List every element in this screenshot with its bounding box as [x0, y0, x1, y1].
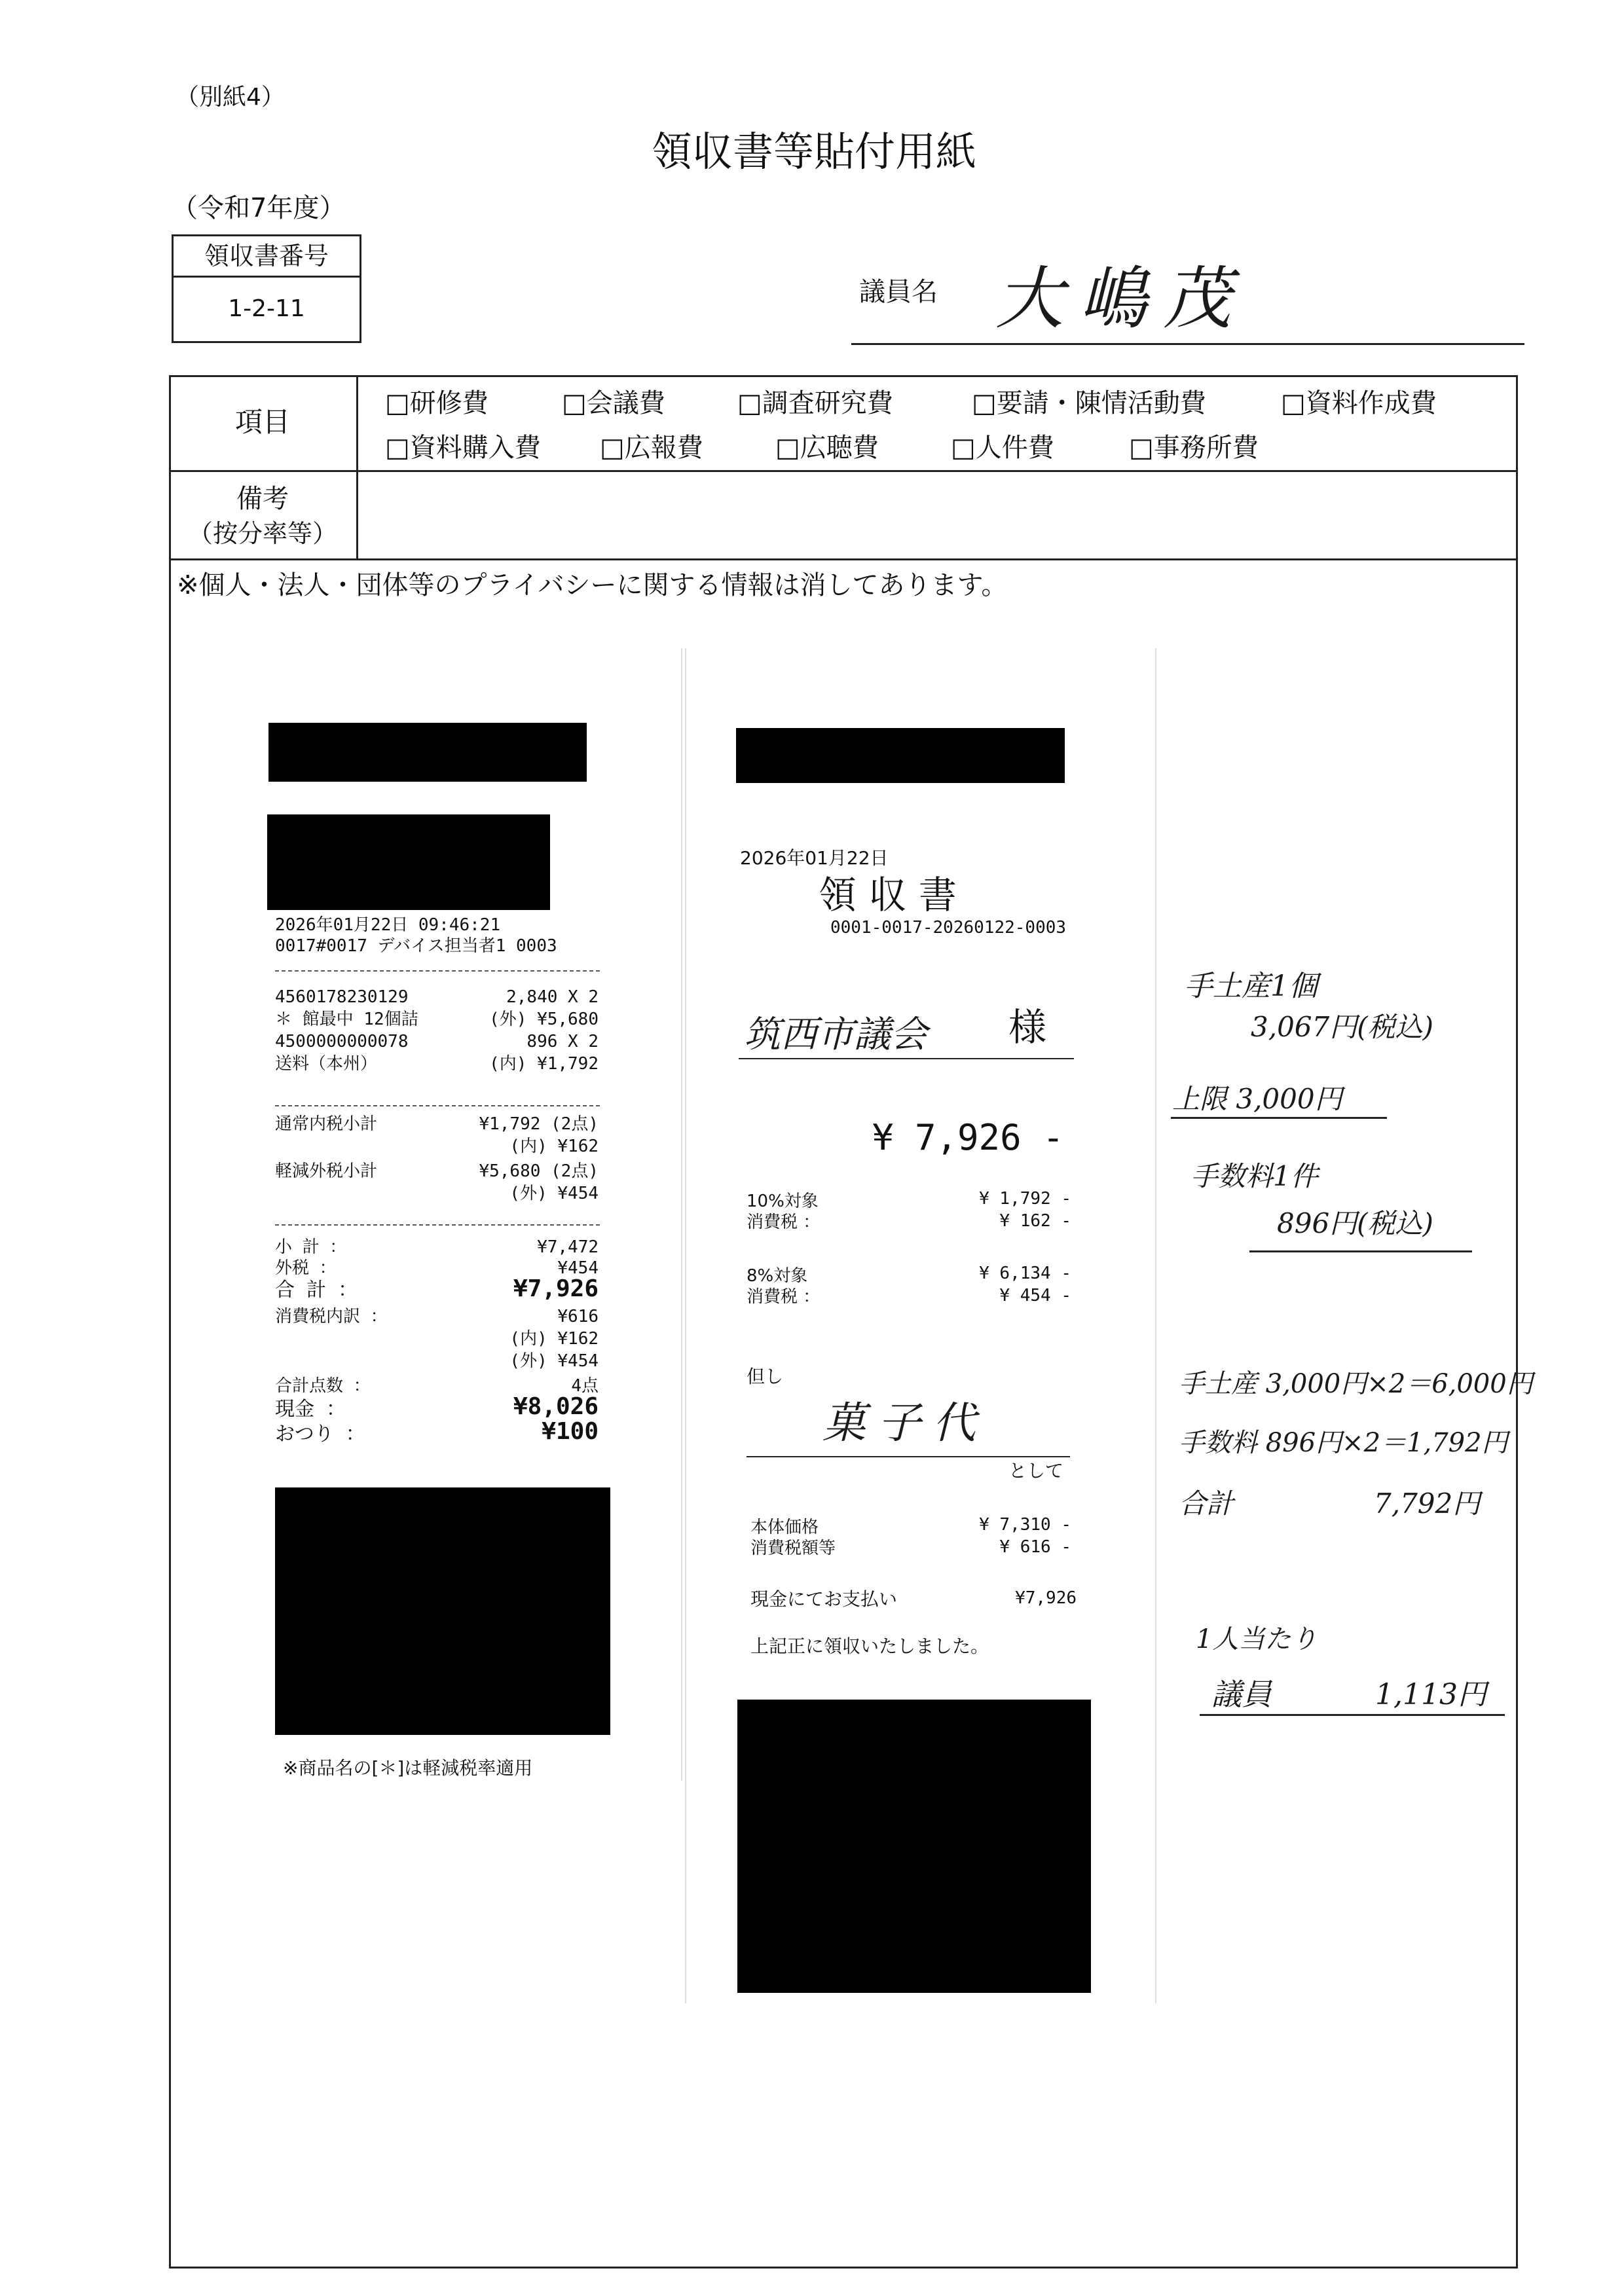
note-fee-line2: 896円(税込) — [1277, 1207, 1433, 1239]
note-souvenir-line1: 手土産1個 — [1184, 970, 1318, 1003]
r2-received-note: 上記正に領収いたしました。 — [750, 1635, 989, 1657]
r1-total-label: おつり ： — [275, 1423, 365, 1446]
r1-total-label: 消費税内訳 ： — [275, 1307, 388, 1326]
receipt-number-value: 1-2-11 — [228, 295, 305, 322]
note-per-person: 1人当たり — [1196, 1624, 1318, 1654]
r1-cash-value: ¥8,026 — [513, 1393, 599, 1420]
r1-item-name: 4500000000078 — [275, 1032, 409, 1051]
redaction-r2-b — [737, 1700, 1091, 1993]
r2-amount: ¥ 7,926 - — [872, 1117, 1064, 1158]
item-label: 項目 — [234, 406, 290, 438]
r1-total-label: 現金 ： — [275, 1398, 346, 1421]
category-checkbox[interactable]: □研修費 — [385, 388, 489, 418]
r2-summary-label: 消費税額等 — [750, 1539, 836, 1558]
r2-breakdown-value: ¥ 1,792 - — [979, 1189, 1071, 1209]
r2-date: 2026年01月22日 — [740, 847, 889, 869]
r1-total-value: 4点 — [571, 1376, 599, 1396]
category-checkbox[interactable]: □広聴費 — [775, 433, 879, 463]
redaction-r1-a — [268, 723, 587, 782]
page-title: 領収書等貼付用紙 — [652, 128, 977, 175]
r1-total-value: (外) ¥454 — [509, 1351, 599, 1371]
r1-tax-value: ¥5,680 (2点) — [479, 1161, 599, 1181]
remarks-sublabel: （按分率等） — [187, 519, 337, 548]
category-checkbox[interactable]: □広報費 — [600, 433, 703, 463]
r1-item-value: (内) ¥1,792 — [489, 1054, 599, 1074]
note-member-value: 1,113円 — [1375, 1678, 1486, 1711]
attachment-number: （別紙4） — [175, 84, 285, 111]
note-member-label: 議員 — [1211, 1677, 1272, 1712]
r2-title: 領 収 書 — [819, 873, 957, 917]
r1-total-label: 小 計 ： — [275, 1237, 347, 1257]
label-column-divider — [356, 375, 358, 560]
r1-item-value: (外) ¥5,680 — [489, 1010, 599, 1029]
r2-summary-value: ¥ 7,310 - — [979, 1515, 1071, 1535]
r1-tax-label: 通常内税小計 — [275, 1114, 378, 1134]
category-checkbox[interactable]: □事務所費 — [1129, 433, 1259, 463]
r1-total-label: 合計点数 ： — [275, 1376, 371, 1396]
note-member-underline — [1200, 1714, 1505, 1716]
r2-breakdown-label: 8%対象 — [747, 1266, 808, 1286]
r1-sep-1 — [275, 970, 600, 972]
r1-tax-label: 軽減外税小計 — [275, 1161, 378, 1181]
r2-as-label: として — [1008, 1460, 1064, 1482]
r1-footnote: ※商品名の[＊]は軽減税率適用 — [283, 1757, 533, 1779]
r1-total-label: 外税 ： — [275, 1258, 337, 1278]
r2-summary-label: 本体価格 — [750, 1518, 819, 1537]
member-name-underline — [851, 343, 1524, 345]
r2-addressee: 筑西市議会 — [744, 1013, 927, 1056]
r1-tax-value: (内) ¥162 — [509, 1137, 599, 1156]
fiscal-year: （令和7年度） — [172, 193, 346, 223]
r2-breakdown-label: 消費税 ： — [747, 1287, 821, 1307]
r1-register: 0017#0017 デバイス担当者1 0003 — [275, 936, 557, 956]
receipt-number-label: 領収書番号 — [174, 236, 360, 278]
r1-item-value: 896 X 2 — [526, 1032, 599, 1051]
r1-total-value: ¥7,472 — [537, 1237, 599, 1257]
row-divider-2 — [169, 558, 1518, 560]
r1-sep-2 — [275, 1105, 600, 1106]
redaction-r1-b — [267, 814, 550, 910]
member-name-label: 議員名 — [859, 277, 938, 307]
category-checkbox[interactable]: □人件費 — [951, 433, 1054, 463]
note-fee-underline — [1249, 1250, 1472, 1252]
r2-addressee-underline — [739, 1058, 1074, 1059]
r2-breakdown-value: ¥ 162 - — [999, 1211, 1071, 1231]
note-souvenir-line2: 3,067円(税込) — [1251, 1011, 1434, 1043]
row-divider-1 — [169, 470, 1518, 472]
category-checkbox[interactable]: □資料作成費 — [1281, 388, 1437, 418]
remarks-label: 備考 — [236, 484, 289, 514]
category-checkbox[interactable]: □資料購入費 — [385, 433, 541, 463]
note-limit: 上限 3,000円 — [1172, 1083, 1342, 1115]
redaction-r2-a — [736, 728, 1065, 783]
r2-payment-value: ¥7,926 — [1015, 1588, 1077, 1608]
r1-item-value: 2,840 X 2 — [506, 987, 599, 1007]
r1-grand-total-value: ¥7,926 — [513, 1275, 599, 1302]
r2-summary-value: ¥ 616 - — [999, 1537, 1071, 1557]
r1-tax-value: (外) ¥454 — [509, 1184, 599, 1203]
r1-sep-3 — [275, 1224, 600, 1226]
r1-datetime: 2026年01月22日 09:46:21 — [275, 915, 501, 935]
r2-number: 0001-0017-20260122-0003 — [830, 918, 1067, 938]
r1-total-value: ¥454 — [557, 1258, 599, 1278]
note-calc-fee: 手数料 896円×2＝1,792円 — [1179, 1428, 1508, 1458]
r1-item-name: 送料（本州） — [275, 1054, 378, 1074]
receipt-number-box — [172, 234, 361, 343]
r1-tax-value: ¥1,792 (2点) — [479, 1114, 599, 1134]
r2-purpose: 菓子代 — [822, 1398, 987, 1448]
r2-purpose-label: 但し — [747, 1366, 784, 1387]
r1-total-label: 合 計 ： — [275, 1279, 358, 1302]
r1-item-name: ＊ 館最中 12個詰 — [275, 1010, 418, 1029]
r2-payment-label: 現金にてお支払い — [750, 1588, 898, 1610]
r2-honorific: 様 — [1008, 1005, 1047, 1049]
note-calc-souvenir: 手土産 3,000円×2＝6,000円 — [1179, 1369, 1533, 1399]
member-signature: 大嶋茂 — [995, 259, 1247, 338]
r1-change-value: ¥100 — [542, 1418, 599, 1445]
note-fee-line1: 手数料1件 — [1190, 1160, 1318, 1192]
r2-breakdown-label: 10%対象 — [747, 1192, 819, 1211]
r1-total-value: ¥616 — [557, 1307, 599, 1326]
r2-breakdown-value: ¥ 6,134 - — [979, 1264, 1071, 1283]
category-checkbox[interactable]: □会議費 — [562, 388, 665, 418]
note-total-value: 7,792円 — [1374, 1487, 1481, 1520]
r2-breakdown-label: 消費税 ： — [747, 1212, 821, 1232]
r2-purpose-underline — [747, 1456, 1070, 1457]
privacy-note: ※個人・法人・団体等のプライバシーに関する情報は消してあります。 — [177, 570, 1008, 600]
r1-item-name: 4560178230129 — [275, 987, 409, 1007]
note-total-label: 合計 — [1179, 1487, 1234, 1520]
note-limit-underline — [1171, 1117, 1387, 1119]
r1-total-value: (内) ¥162 — [509, 1329, 599, 1349]
category-checkbox[interactable]: □要請・陳情活動費 — [972, 388, 1206, 418]
category-checkbox[interactable]: □調査研究費 — [737, 388, 893, 418]
r2-breakdown-value: ¥ 454 - — [999, 1286, 1071, 1305]
redaction-r1-c — [275, 1487, 610, 1735]
